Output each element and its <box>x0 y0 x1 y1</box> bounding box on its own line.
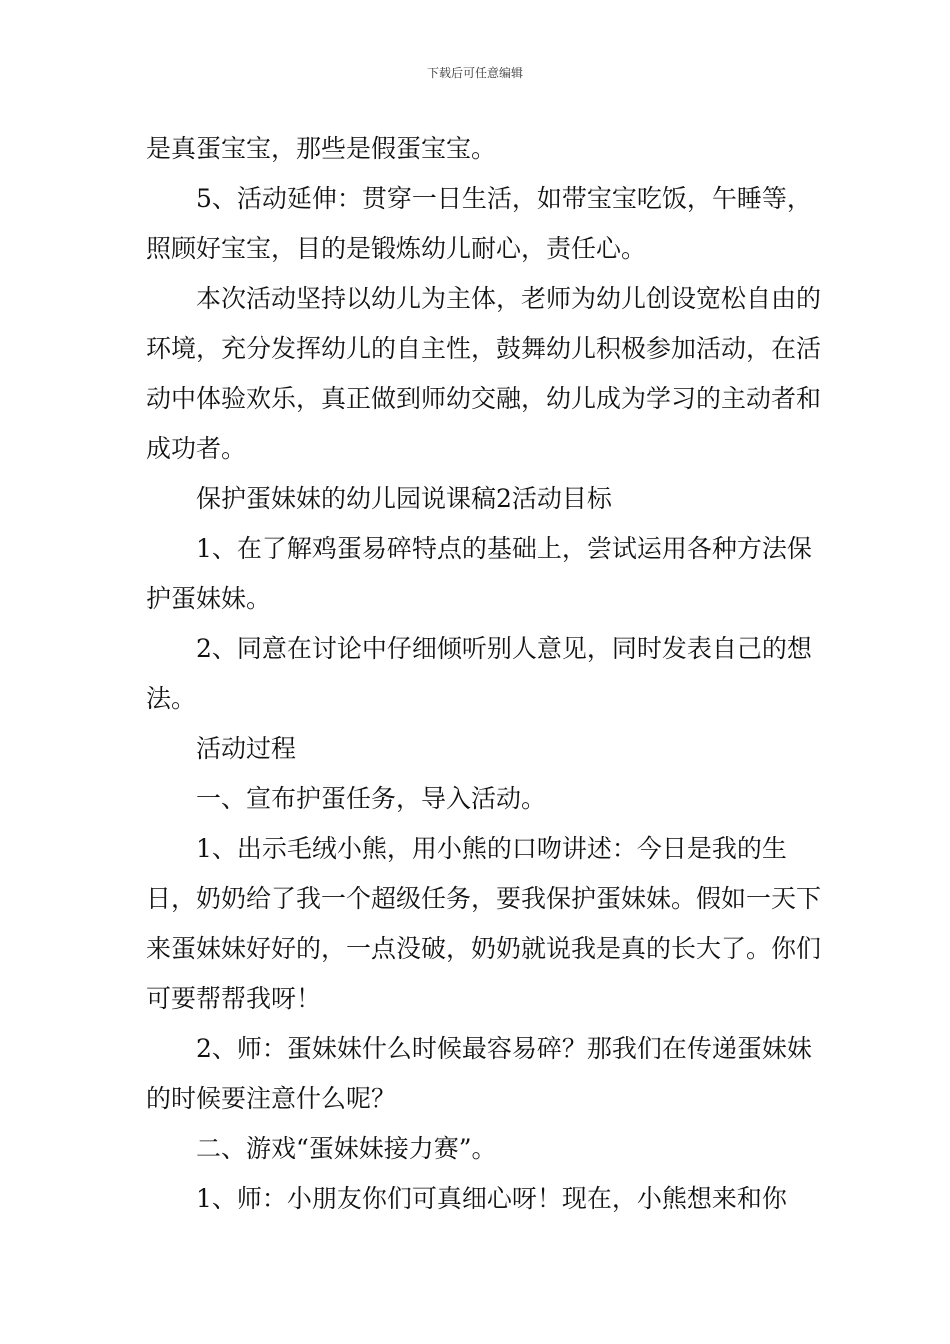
paragraph: 2、同意在讨论中仔细倾听别人意见，同时发表自己的想法。 <box>146 634 812 713</box>
paragraph: 二、游戏“蛋妹妹接力赛”。 <box>196 1134 497 1163</box>
paragraph: 是真蛋宝宝，那些是假蛋宝宝。 <box>146 134 497 163</box>
paragraph: 5、活动延伸：贯穿一日生活，如带宝宝吃饭，午睡等，照顾好宝宝，目的是锻炼幼儿耐心，责任心。 <box>146 184 812 263</box>
paragraph: 1、出示毛绒小熊，用小熊的口吻讲述：今日是我的生日，奶奶给了我一个超级任务，要我保护蛋妹妹。假如一天下来蛋妹妹好好的，一点没破，奶奶就说我是真的长大了。你们可要帮帮我呀！ <box>146 834 822 1013</box>
paragraph: 2、师：蛋妹妹什么时候最容易碎？那我们在传递蛋妹妹的时候要注意什么呢？ <box>146 1034 812 1113</box>
paragraph: 1、在了解鸡蛋易碎特点的基础上，尝试运用各种方法保护蛋妹妹。 <box>146 534 812 613</box>
document-body <box>146 124 826 1224</box>
page-header: 下载后可任意编辑 <box>426 66 523 80</box>
section-title: 保护蛋妹妹的幼儿园说课稿2 <box>196 484 512 513</box>
section-title-line <box>146 474 826 524</box>
paragraph: 活动过程 <box>196 734 297 763</box>
paragraph: 本次活动坚持以幼儿为主体，老师为幼儿创设宽松自由的环境，充分发挥幼儿的自主性，鼓舞幼儿积极参加活动，在活动中体验欢乐，真正做到师幼交融，幼儿成为学习的主动者和成功者。 <box>146 284 822 463</box>
paragraph: 1、师：小朋友你们可真细心呀！现在，小熊想来和你 <box>196 1184 787 1213</box>
paragraph: 一、宣布护蛋任务，导入活动。 <box>196 784 547 813</box>
section-subtitle: 活动目标 <box>511 484 612 513</box>
